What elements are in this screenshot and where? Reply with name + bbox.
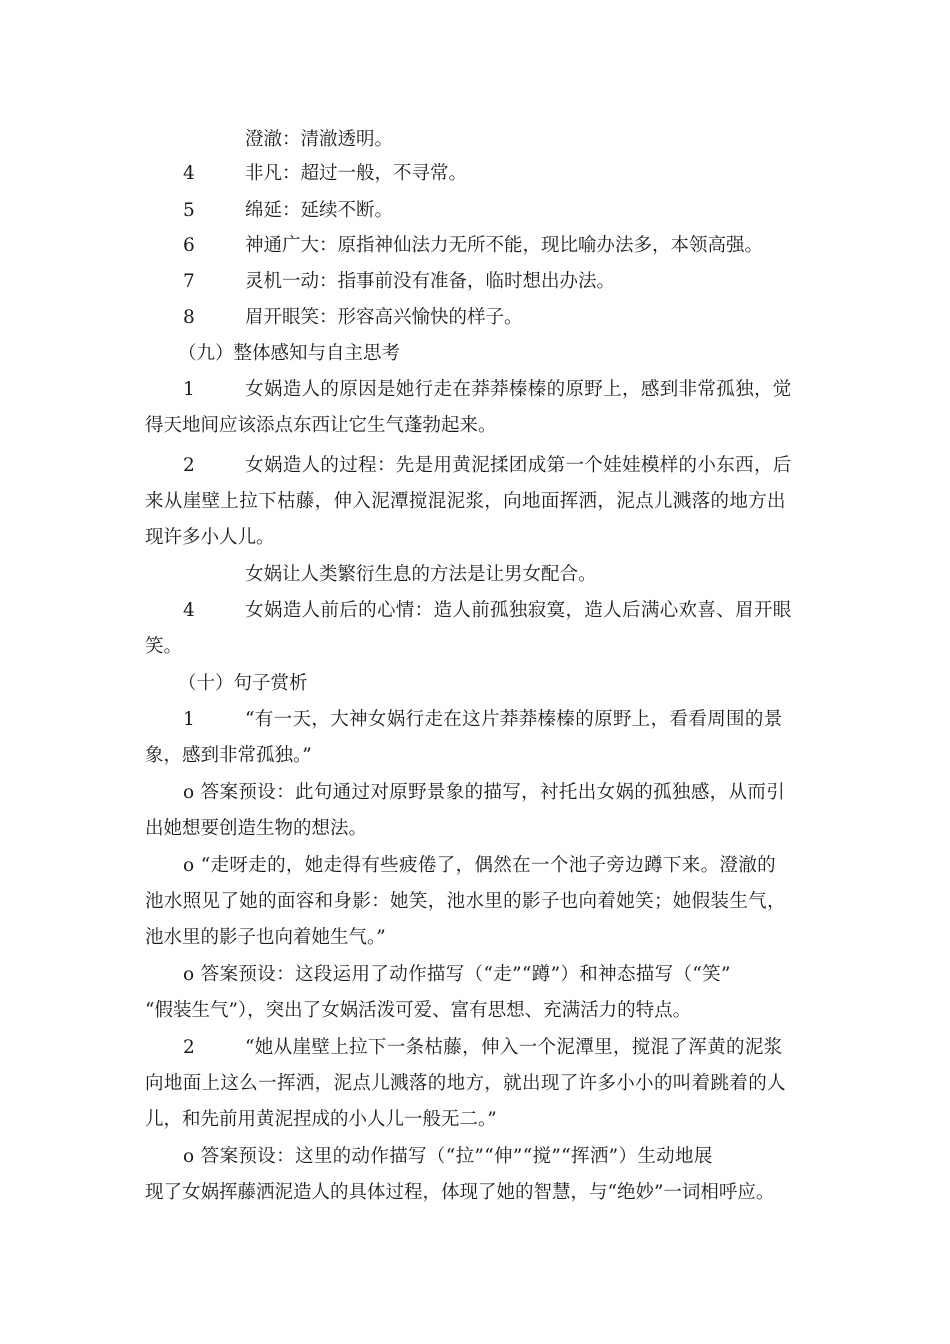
vocab-item-number: 5 (183, 200, 195, 221)
vocab-item-number: 4 (183, 163, 195, 184)
paragraph-line: 得天地间应该添点东西让它生气蓬勃起来。 (145, 415, 497, 436)
sentence-line: 向地面上这么一挥洒，泥点儿溅落的地方，就出现了许多小小的叫着跳着的人 (145, 1073, 786, 1094)
paragraph-number: 2 (183, 455, 195, 476)
vocab-item-text: 绵延：延续不断。 (245, 200, 394, 221)
sentence-line: 儿，和先前用黄泥捏成的小人儿一般无二。” (145, 1109, 497, 1130)
paragraph-line: 现许多小人儿。 (145, 527, 275, 548)
sentence-line: “有一天，大神女娲行走在这片莽莽榛榛的原野上，看看周围的景 (245, 709, 783, 730)
paragraph-line: 来从崖壁上拉下枯藤，伸入泥潭搅混泥浆，向地面挥洒，泥点儿溅落的地方出 (145, 491, 786, 512)
quote-line: o “走呀走的，她走得有些疲倦了，偶然在一个池子旁边蹲下来。澄澈的 (183, 855, 777, 876)
paragraph-line: 笑。 (145, 636, 183, 657)
paragraph-line: 女娲造人的过程：先是用黄泥揉团成第一个娃娃模样的小东西，后 (245, 455, 792, 476)
sentence-line: “她从崖壁上拉下一条枯藤，伸入一个泥潭里，搅混了浑黄的泥浆 (245, 1037, 783, 1058)
section-heading: （十）句子赏析 (178, 673, 308, 694)
vocab-item-text: 非凡：超过一般，不寻常。 (245, 163, 468, 184)
paragraph-line: 女娲让人类繁衍生息的方法是让男女配合。 (245, 564, 597, 585)
section-heading: （九）整体感知与自主思考 (178, 343, 401, 364)
answer-line: o 答案预设：此句通过对原野景象的描写，衬托出女娲的孤独感，从而引 (183, 782, 786, 803)
vocab-item-number: 8 (183, 307, 195, 328)
vocab-item-text: 澄澈：清澈透明。 (245, 129, 394, 150)
vocab-item-text: 神通广大：原指神仙法力无所不能，现比喻办法多，本领高强。 (245, 235, 764, 256)
answer-line: 出她想要创造生物的想法。 (145, 818, 368, 839)
sentence-number: 1 (183, 709, 195, 730)
answer-line: o 答案预设：这里的动作描写（“拉”“伸”“搅”“挥洒”）生动地展 (183, 1146, 713, 1167)
answer-line: “假装生气”），突出了女娲活泼可爱、富有思想、充满活力的特点。 (145, 1000, 692, 1021)
paragraph-number: 4 (183, 600, 195, 621)
paragraph-line: 女娲造人的原因是她行走在莽莽榛榛的原野上，感到非常孤独，觉 (245, 379, 792, 400)
paragraph-line: 女娲造人前后的心情：造人前孤独寂寞，造人后满心欢喜、眉开眼 (245, 600, 792, 621)
paragraph-number: 1 (183, 379, 195, 400)
quote-line: 池水照见了她的面容和身影：她笑，池水里的影子也向着她笑；她假装生气， (145, 891, 786, 912)
vocab-item-number: 7 (183, 271, 195, 292)
vocab-item-text: 眉开眼笑：形容高兴愉快的样子。 (245, 307, 523, 328)
vocab-item-number: 6 (183, 235, 195, 256)
quote-line: 池水里的影子也向着她生气。” (145, 927, 386, 948)
vocab-item-text: 灵机一动：指事前没有准备，临时想出办法。 (245, 271, 616, 292)
answer-line: 现了女娲挥藤洒泥造人的具体过程，体现了她的智慧，与“绝妙”一词相呼应。 (145, 1182, 775, 1203)
answer-line: o 答案预设：这段运用了动作描写（“走”“蹲”）和神态描写（“笑” (183, 964, 731, 985)
sentence-line: 象，感到非常孤独。” (145, 745, 312, 766)
sentence-number: 2 (183, 1037, 195, 1058)
